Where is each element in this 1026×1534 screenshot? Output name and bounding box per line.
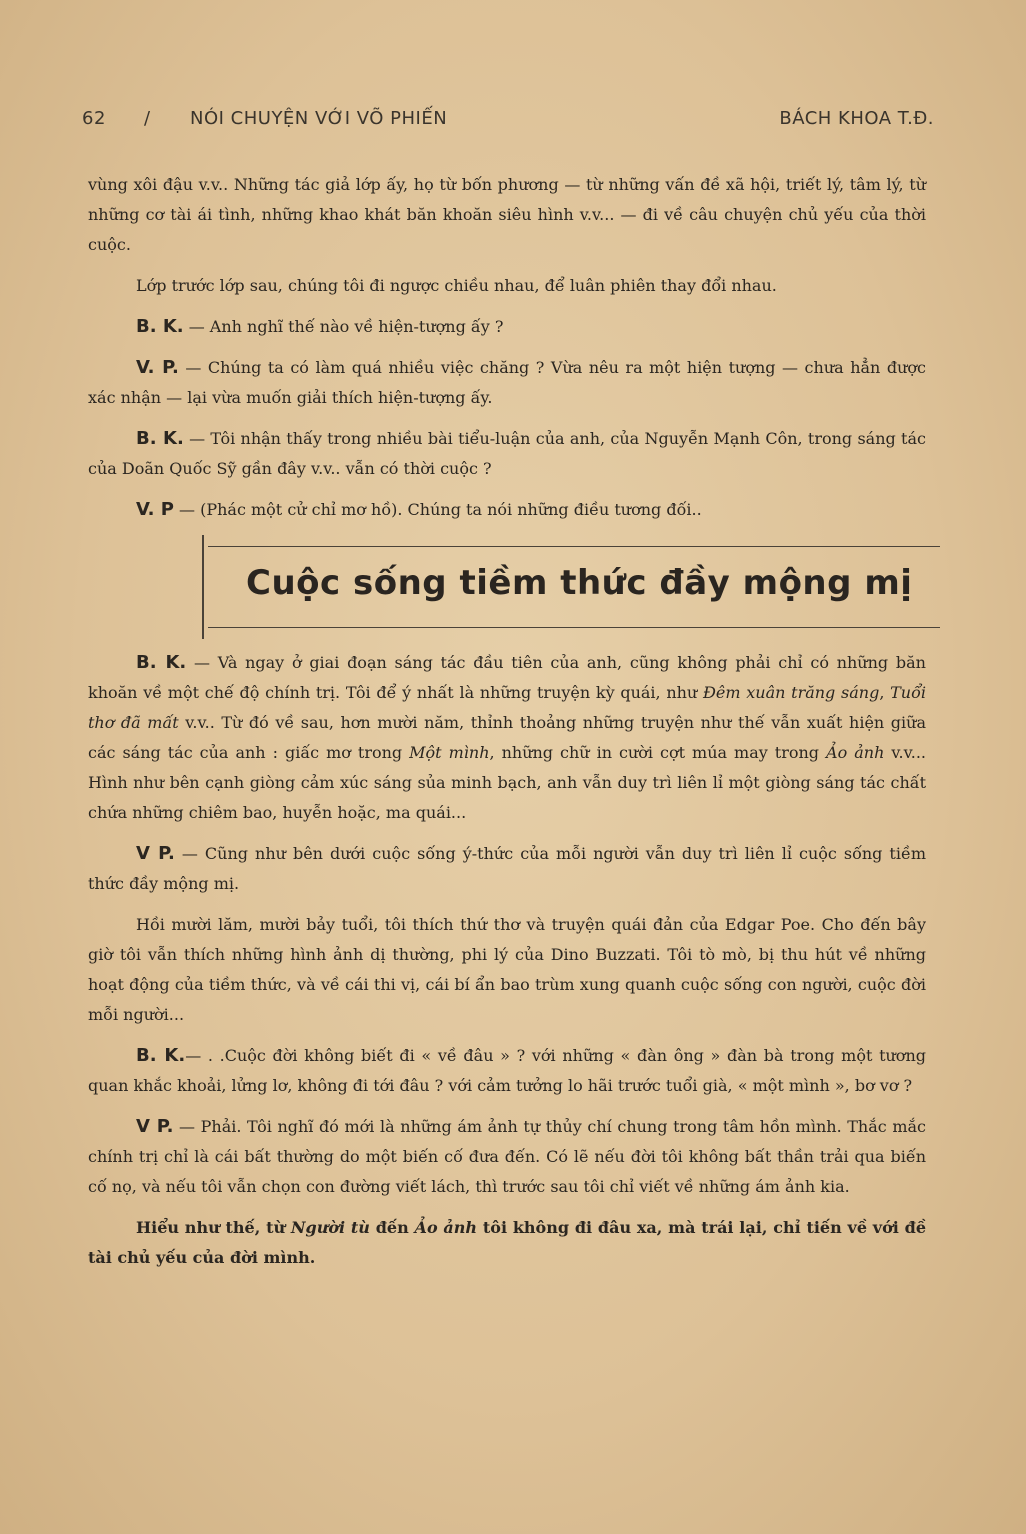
dialogue-text: — Phải. Tôi nghĩ đó mới là những ám ảnh tự thủy chí chung trong tâm hồn mình. Thắc mắc chính trị chỉ là cái bất thường do một biến cố đưa đến. Có lẽ nếu đời tôi không bất thần trải qua biến cố nọ, và nếu tôi vẫn chọn con đường viết lách, thì trước sau tôi chỉ viết về những ám ảnh kia. — [88, 1117, 926, 1196]
dialogue-text: — Cũng như bên dưới cuộc sống ý-thức của mỗi người vẫn duy trì liên lỉ cuộc sống tiềm thức đầy mộng mị. — [88, 844, 926, 893]
paragraph: Hồi mười lăm, mười bảy tuổi, tôi thích thứ thơ và truyện quái đản của Edgar Poe. Cho đến bây giờ tôi vẫn thích những hình ảnh dị thường, phi lý của Dino Buzzati. Tôi tò mò, bị thu hút về những hoạt động của tiềm thức, và về cái thi vị, cái bí ẩn bao trùm xung quanh cuộc sống con người, cuộc đời mỗi người... — [88, 915, 926, 1024]
dialogue-paragraph — [88, 312, 926, 342]
section-heading-box — [208, 546, 940, 628]
speaker-label: V P. — [136, 1116, 174, 1137]
dialogue-paragraph — [88, 839, 926, 899]
paragraph: vùng xôi đậu v.v.. Những tác giả lớp ấy, họ từ bốn phương — từ những vấn đề xã hội, triết lý, tâm lý, từ những cơ tài ái tình, những khao khát băn khoăn siêu hình v.v... — đi về câu chuyện chủ yếu của thời cuộc. — [88, 175, 926, 254]
paragraph-text: đến — [369, 1218, 415, 1237]
work-title: Người tù — [290, 1218, 370, 1237]
journal-name: BÁCH KHOA T.Đ. — [779, 108, 934, 129]
section-2 — [88, 648, 926, 1284]
page-number: 62 — [82, 108, 106, 129]
dialogue-text: — Và ngay ở giai đoạn sáng tác đầu tiên của anh, cũng không phải chỉ có những băn khoăn về một chế độ chính trị. Tôi để ý nhất là những truyện kỳ quái, như — [88, 653, 926, 702]
work-title: Tuổi thơ đã mất — [88, 683, 927, 732]
dialogue-text: — Anh nghĩ thế nào về hiện-tượng ấy ? — [183, 317, 504, 336]
dialogue-paragraph — [88, 495, 926, 525]
header-separator: / — [144, 108, 151, 129]
paragraph-text: Hiểu như thế, từ — [136, 1218, 291, 1237]
speaker-label: B. K. — [136, 1045, 186, 1066]
dialogue-text: — Chúng ta có làm quá nhiều việc chăng ? Vừa nêu ra một hiện tượng — chưa hẳn được xác nhận — lại vừa muốn giải thích hiện-tượng ấy. — [88, 358, 927, 407]
dialogue-paragraph — [88, 648, 926, 828]
speaker-label: V. P — [136, 499, 174, 520]
dialogue-text: , — [879, 683, 891, 702]
dialogue-text: — (Phác một cử chỉ mơ hồ). Chúng ta nói những điều tương đối.. — [173, 500, 702, 519]
speaker-label: V. P. — [136, 357, 179, 378]
work-title: Một mình — [409, 743, 490, 762]
paragraph: Lớp trước lớp sau, chúng tôi đi ngược chiều nhau, để luân phiên thay đổi nhau. — [136, 276, 777, 295]
section-heading: Cuộc sống tiềm thức đầy mộng mị — [246, 563, 913, 603]
speaker-label: B. K. — [136, 428, 184, 449]
section-1 — [88, 170, 926, 536]
speaker-label: V P. — [136, 843, 175, 864]
dialogue-paragraph — [88, 424, 926, 484]
heading-rule — [202, 535, 204, 639]
work-title: Ảo ảnh — [414, 1218, 478, 1237]
speaker-label: B. K. — [136, 652, 187, 673]
dialogue-text: v.v... Hình như bên cạnh giòng cảm xúc sáng sủa minh bạch, anh vẫn duy trì liên lỉ một giòng sáng tác chất chứa những chiêm bao, huyễn hoặc, ma quái... — [88, 743, 927, 822]
speaker-label: B. K. — [136, 316, 184, 337]
paragraph-text: tôi không đi đâu xa, mà trái lại, chỉ tiến về với đề tài chủ yếu của đời mình. — [88, 1218, 927, 1267]
dialogue-text: v.v.. Từ đó về sau, hơn mười năm, thỉnh thoảng những truyện như thế vẫn xuất hiện giữa các sáng tác của anh : giấc mơ trong — [88, 713, 926, 762]
work-title: Ảo ảnh — [826, 743, 885, 762]
closing-paragraph — [88, 1213, 926, 1273]
dialogue-text: — . .Cuộc đời không biết đi « về đâu » ? với những « đàn ông » đàn bà trong một tương quan khắc khoải, lửng lơ, không đi tới đâu ? với cảm tưởng lo hãi trước tuổi già, « một mình », bơ vơ ? — [88, 1046, 926, 1095]
dialogue-paragraph — [88, 1112, 926, 1202]
dialogue-text: — Tôi nhận thấy trong nhiều bài tiểu-luận của anh, của Nguyễn Mạnh Côn, trong sáng tác của Doãn Quốc Sỹ gần đây v.v.. vẫn có thời cuộc ? — [88, 429, 926, 478]
work-title: Đêm xuân trăng sáng — [702, 683, 880, 702]
running-title: NÓI CHUYỆN VỚI VÕ PHIẾN — [190, 108, 448, 129]
dialogue-paragraph — [88, 1041, 926, 1101]
dialogue-paragraph — [88, 353, 926, 413]
dialogue-text: , những chữ in cười cợt múa may trong — [489, 743, 827, 762]
